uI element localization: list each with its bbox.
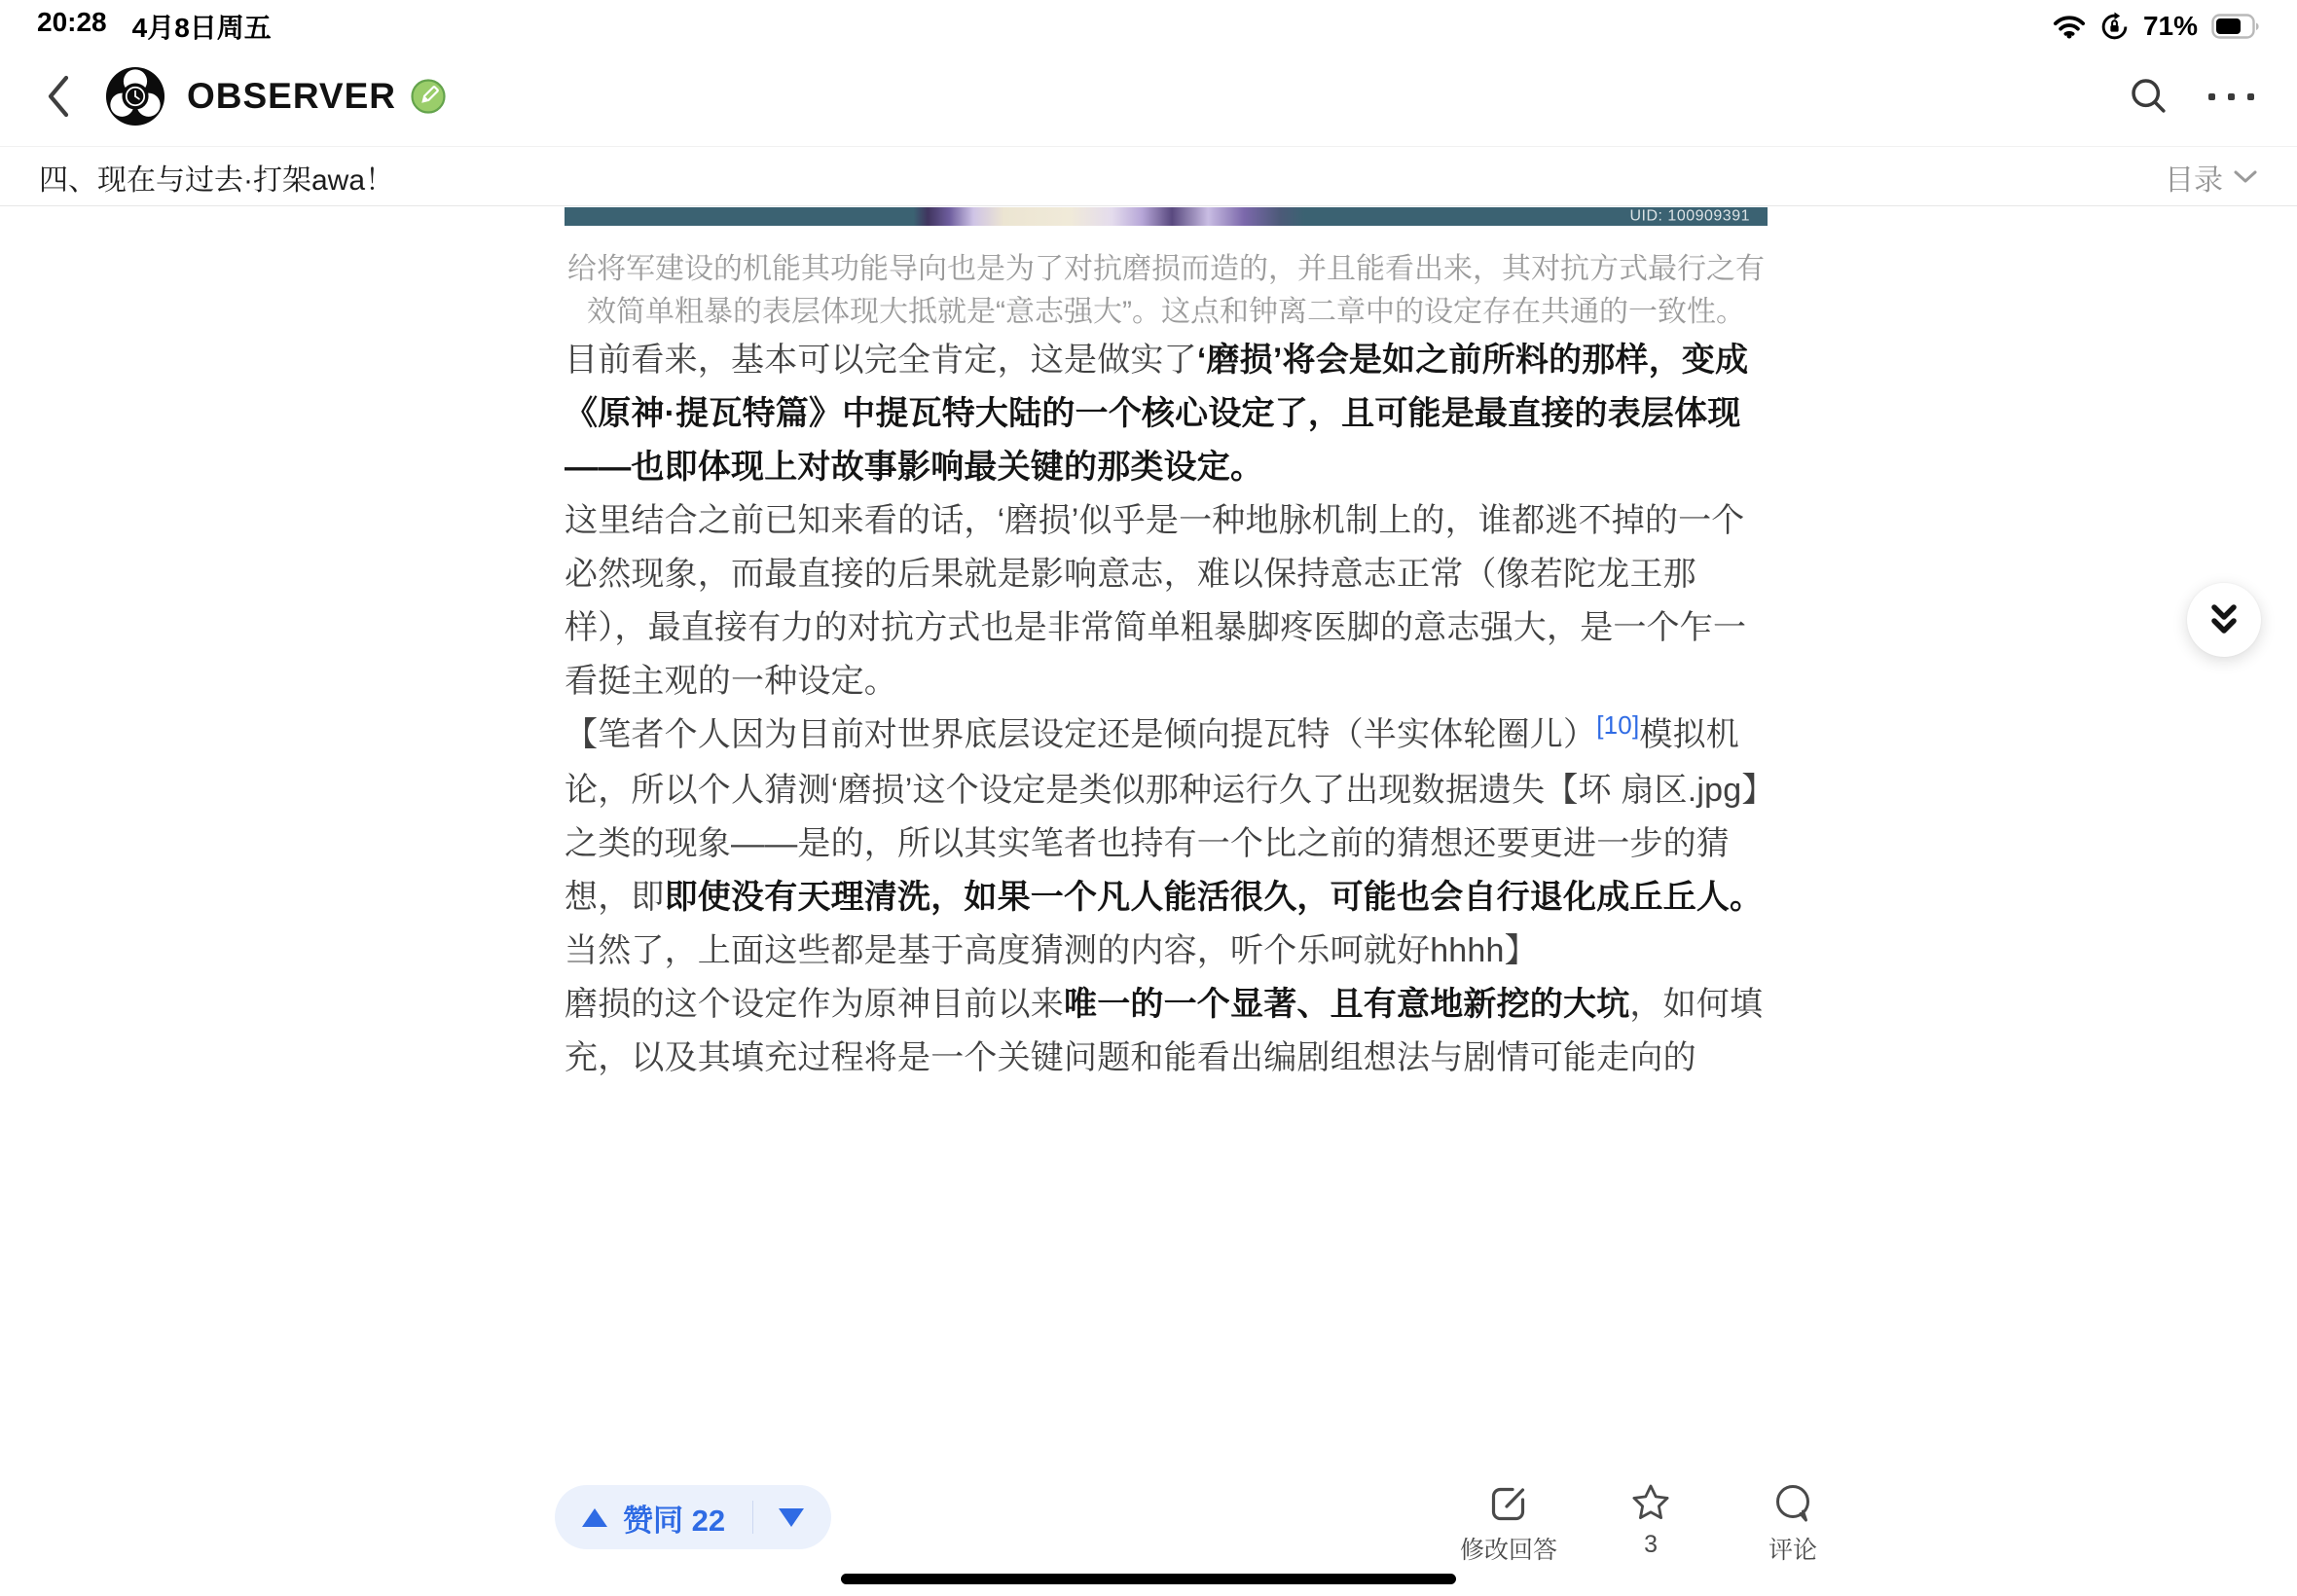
status-bar [0,0,2297,47]
comment-icon [1770,1481,1815,1526]
more-button[interactable] [2204,69,2258,124]
vote-pill [555,1485,831,1549]
upvote-label[interactable]: 赞同 22 [623,1503,726,1538]
edit-answer-label: 修改回答 [1460,1537,1558,1564]
paragraph: 当然了，上面这些都是基于高度猜测的内容，听个乐呵就好hhhh】 [565,932,1538,969]
paragraph-text: 【笔者个人因为目前对世界底层设定还是倾向提瓦特（半实体轮圈儿） [565,716,1597,753]
section-title: 四、现在与过去·打架awa！ [39,163,395,197]
nav-bar [0,47,2297,147]
paragraph-text: ，如何填充，以及其填充过程将是一个关键问题和能看出编剧组想法与剧情可能走向的 [565,986,1764,1076]
paragraph-text: 模拟机论，所以个人猜测‘磨损’这个设定是类似那种运行久了出现数据遗失【坏 扇区.jpg】之类的现象——是的，所以其实笔者也持有一个比之前的猜想还要更进一步的猜想，即 [565,716,1759,916]
article-content [565,207,1768,1085]
collect-button[interactable] [1602,1481,1699,1566]
comment-label: 评论 [1768,1537,1818,1564]
search-button[interactable] [2122,69,2176,124]
paragraph [565,708,1768,925]
ellipsis-icon [2208,93,2254,100]
scroll-to-bottom-button[interactable] [2187,583,2261,657]
collect-count: 3 [1644,1531,1658,1558]
wifi-icon [2053,14,2086,39]
illustration-image[interactable] [565,207,1768,226]
page-title[interactable]: OBSERVER [187,76,396,116]
rotation-lock-icon [2099,12,2130,42]
edit-icon [1486,1481,1531,1526]
paragraph [565,978,1768,1085]
paragraph-bold-text: ‘磨损’将会是如之前所料的那样，变成《原神·提瓦特篇》中提瓦特大陆的一个核心设定了，且可能是最直接的表层体现——也即体现上对故事影响最关键的那类设定。 [565,342,1749,486]
search-icon [2128,75,2170,118]
paragraph [565,334,1768,494]
upvote-button[interactable] [582,1508,607,1527]
paragraph-text: 目前看来，基本可以完全肯定，这是做实了 [565,342,1197,379]
reference-link[interactable]: [10] [1596,710,1640,740]
paragraph-bold-text: 即使没有天理清洗，如果一个凡人能活很久，可能也会自行退化成丘丘人。 [664,879,1764,916]
comment-button[interactable] [1744,1481,1841,1566]
battery-icon [2211,14,2260,39]
status-date: 4月8日周五 [131,13,272,43]
verified-badge-icon [410,78,447,115]
section-bar [0,148,2297,206]
image-caption: 给将军建设的机能其功能导向也是为了对抗磨损而造的，并且能看出来，其对抗方式最行之有效简单粗暴的表层体现大抵就是“意志强大”。这点和钟离二章中的设定存在共通的一致性。 [567,253,1765,328]
vote-divider [752,1501,753,1534]
chevron-down-icon [2233,168,2258,185]
toc-button[interactable] [2165,156,2258,199]
paragraph-text: 磨损的这个设定作为原神目前以来 [565,986,1064,1023]
paragraph-bold-text: 唯一的一个显著、且有意地新挖的大坑 [1064,986,1630,1023]
observer-logo-icon [105,66,165,127]
home-indicator[interactable] [841,1574,1456,1584]
double-chevron-down-icon [2203,598,2245,641]
status-time: 20:28 [37,7,107,37]
battery-percent: 71% [2142,11,2198,41]
star-icon [1628,1481,1673,1526]
back-chevron-icon [45,73,72,120]
edit-answer-button[interactable] [1460,1481,1557,1566]
toc-label: 目录 [2165,163,2223,197]
paragraph: 这里结合之前已知来看的话，‘磨损’似乎是一种地脉机制上的，谁都逃不掉的一个必然现象，而最直接的后果就是影响意志，难以保持意志正常（像若陀龙王那样），最直接有力的对抗方式也是非常简单粗暴脚疼医脚的意志强大，是一个乍一看挺主观的一种设定。 [565,502,1747,700]
downvote-button[interactable] [779,1508,804,1527]
avatar[interactable] [105,66,165,127]
image-uid-watermark: UID: 100909391 [1629,207,1750,225]
back-button[interactable] [39,69,78,124]
